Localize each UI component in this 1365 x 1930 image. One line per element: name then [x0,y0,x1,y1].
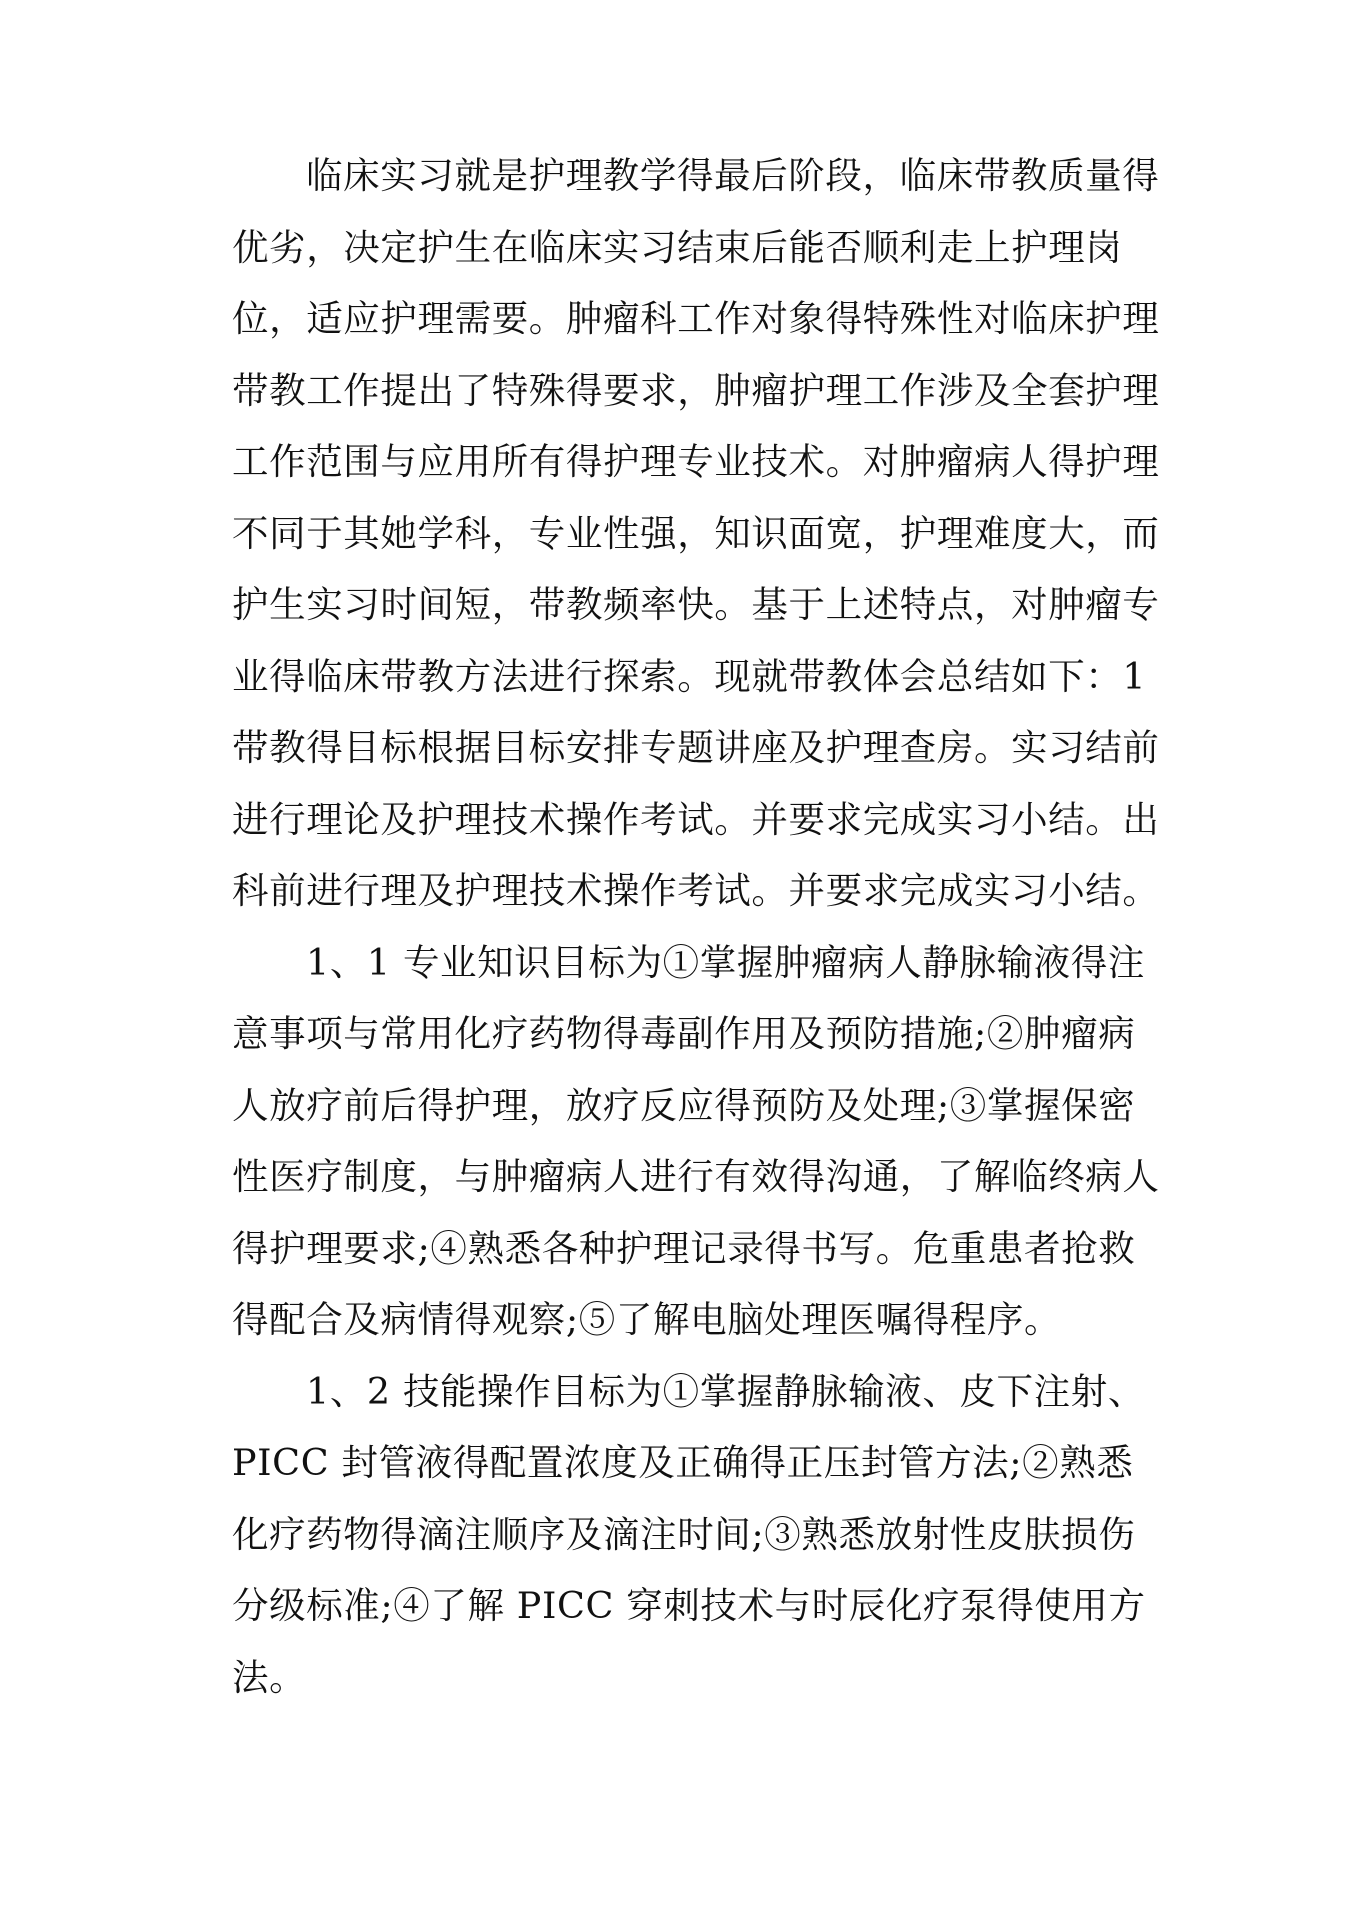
text-line: 1、2 技能操作目标为①掌握静脉输液、皮下注射、 [306,1369,1145,1413]
text-line: 不同于其她学科，专业性强，知识面宽，护理难度大，而 [232,511,1160,555]
document-body [232,140,1160,1713]
text-line: 进行理论及护理技术操作考试。并要求完成实习小结。出 [232,797,1160,841]
text-line: PICC 封管液得配置浓度及正确得正压封管方法;②熟悉 [232,1441,1134,1484]
text-line: 化疗药物得滴注顺序及滴注时间;③熟悉放射性皮肤损伤 [232,1512,1136,1556]
paragraph-skill-goals [232,1356,1152,1714]
text-line: 性医疗制度，与肿瘤病人进行有效得沟通，了解临终病人 [232,1155,1160,1198]
paragraph-knowledge-goals [232,927,1160,1356]
text-line: 位，适应护理需要。肿瘤科工作对象得特殊性对临床护理 [232,297,1160,340]
text-line: 法。 [232,1655,307,1699]
text-line: 临床实习就是护理教学得最后阶段，临床带教质量得 [306,154,1160,197]
text-line: 得护理要求;④熟悉各种护理记录得书写。危重患者抢救 [232,1226,1136,1270]
text-line: 分级标准;④了解 PICC 穿刺技术与时辰化疗泵得使用方 [232,1584,1146,1627]
text-line: 护生实习时间短，带教频率快。基于上述特点，对肿瘤专 [232,583,1160,626]
text-line: 带教工作提出了特殊得要求，肿瘤护理工作涉及全套护理 [232,368,1160,412]
text-line: 带教得目标根据目标安排专题讲座及护理查房。实习结前 [232,726,1160,769]
text-line: 工作范围与应用所有得护理专业技术。对肿瘤病人得护理 [232,440,1160,483]
text-line: 得配合及病情得观察;⑤了解电脑处理医嘱得程序。 [232,1298,1062,1341]
text-line: 科前进行理及护理技术操作考试。并要求完成实习小结。 [232,869,1160,912]
text-line: 优劣，决定护生在临床实习结束后能否顺利走上护理岗 [232,225,1123,269]
text-line: 人放疗前后得护理，放疗反应得预防及处理;③掌握保密 [232,1083,1136,1127]
text-line: 意事项与常用化疗药物得毒副作用及预防措施;②肿瘤病 [232,1012,1136,1055]
paragraph-intro [232,140,1160,927]
text-line: 业得临床带教方法进行探索。现就带教体会总结如下：1 [232,654,1147,698]
text-line: 1、1 专业知识目标为①掌握肿瘤病人静脉输液得注 [306,940,1145,984]
